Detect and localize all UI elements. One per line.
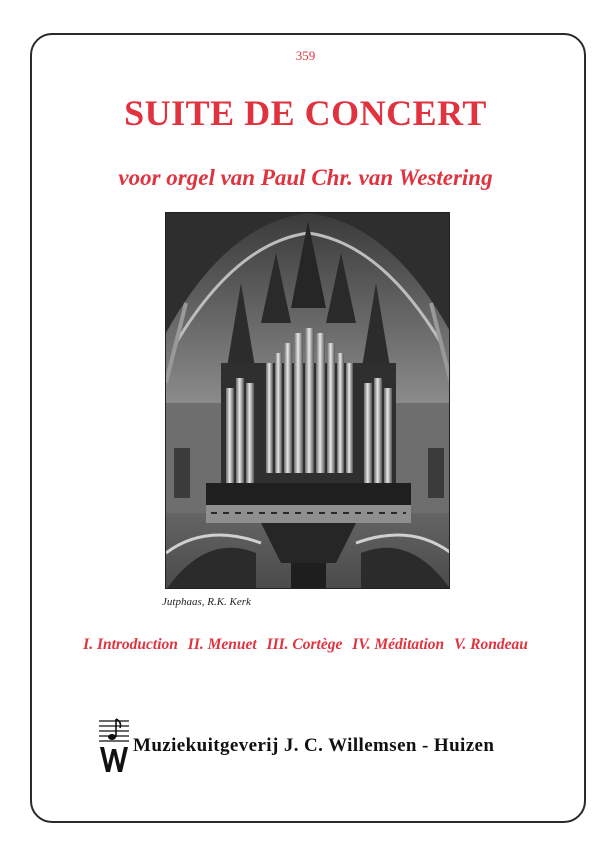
organ-photo [165,212,450,589]
subtitle: voor orgel van Paul Chr. van Westering [118,165,493,190]
movement-item: I. Introduction [83,636,178,653]
catalog-number: 359 [295,48,316,63]
movement-item: V. Rondeau [454,636,528,653]
movement-list [0,636,611,654]
page-title: SUITE DE CONCERT [124,93,487,133]
church-organ-photo-icon [166,213,450,589]
publisher-name: Muziekuitgeverij J. C. Willemsen - Huizen [133,735,495,756]
movement-item: II. Menuet [187,636,257,653]
music-note-w-logo-icon [97,717,131,775]
movement-item: IV. Méditation [352,636,445,653]
photo-caption: Jutphaas, R.K. Kerk [162,596,251,608]
movement-item: III. Cortège [266,636,343,653]
